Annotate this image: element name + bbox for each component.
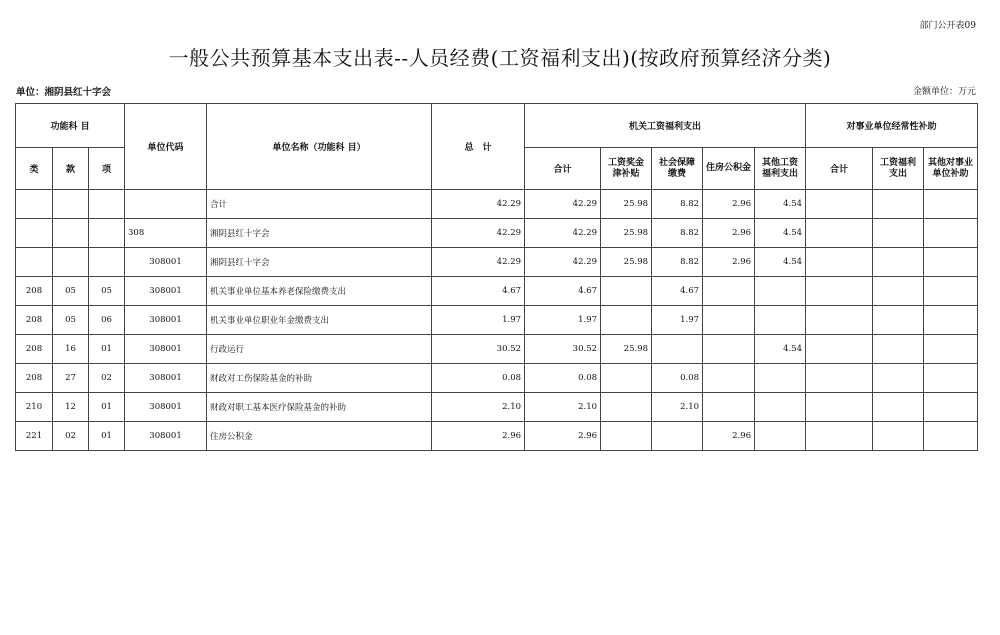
unit-name-cell: 行政运行 [207,335,432,364]
jiguan-subtotal-cell: 2.10 [525,393,601,422]
other-welfare-cell [755,277,806,306]
kuan-cell: 27 [53,364,89,393]
jiguan-subtotal-cell: 30.52 [525,335,601,364]
salary-bonus-header: 工资奖金津补贴 [601,148,652,190]
unit-label: 单位：湘阴县红十字会 [16,87,112,98]
other-welfare-cell: 4.54 [755,335,806,364]
xiang-cell: 06 [89,306,125,335]
housing-fund-cell [703,393,755,422]
welfare-expense-cell [873,364,924,393]
kuan-cell: 02 [53,422,89,451]
unit-code-cell: 308001 [125,335,207,364]
kuan-cell: 16 [53,335,89,364]
housing-fund-cell: 2.96 [703,422,755,451]
social-security-cell [652,335,703,364]
xiang-cell [89,190,125,219]
housing-fund-cell: 2.96 [703,190,755,219]
duishiye-subtotal-cell [806,393,873,422]
kuan-cell: 12 [53,393,89,422]
welfare-expense-cell [873,393,924,422]
lei-cell: 221 [16,422,53,451]
jiguan-subtotal-cell: 4.67 [525,277,601,306]
welfare-expense-cell [873,306,924,335]
xiang-header: 项 [89,148,125,190]
jiguan-subtotal-cell: 42.29 [525,219,601,248]
total-cell: 42.29 [432,190,525,219]
salary-bonus-cell: 25.98 [601,335,652,364]
social-security-cell: 2.10 [652,393,703,422]
duishiye-subtotal-cell [806,219,873,248]
other-subsidy-cell [924,190,978,219]
unit-name-cell: 财政对工伤保险基金的补助 [207,364,432,393]
unit-code-header: 单位代码 [125,104,207,190]
social-security-header: 社会保障缴费 [652,148,703,190]
other-welfare-cell: 4.54 [755,248,806,277]
duishiye-subtotal-cell [806,190,873,219]
jiguan-subtotal-cell: 1.97 [525,306,601,335]
total-cell: 42.29 [432,219,525,248]
duishiye-subtotal-cell [806,335,873,364]
kuan-cell: 05 [53,306,89,335]
social-security-cell: 4.67 [652,277,703,306]
salary-bonus-cell [601,277,652,306]
duishiye-subtotal-cell [806,422,873,451]
other-welfare-cell [755,422,806,451]
duishiye-subtotal-cell [806,277,873,306]
other-subsidy-cell [924,306,978,335]
total-cell: 30.52 [432,335,525,364]
total-cell: 4.67 [432,277,525,306]
jiguan-group-header: 机关工资福利支出 [525,104,806,148]
other-subsidy-cell [924,335,978,364]
housing-fund-cell: 2.96 [703,219,755,248]
lei-header: 类 [16,148,53,190]
jiguan-subtotal-cell: 2.96 [525,422,601,451]
unit-name-header: 单位名称（功能科 目） [207,104,432,190]
kuan-cell [53,190,89,219]
other-subsidy-cell [924,422,978,451]
page-title: 一般公共预算基本支出表--人员经费(工资福利支出)(按政府预算经济分类) [168,46,832,70]
welfare-expense-cell [873,422,924,451]
unit-name-cell: 机关事业单位基本养老保险缴费支出 [207,277,432,306]
total-cell: 2.10 [432,393,525,422]
salary-bonus-cell: 25.98 [601,219,652,248]
kuan-cell: 05 [53,277,89,306]
salary-bonus-cell [601,393,652,422]
report-number: 部门公开表09 [919,21,976,31]
welfare-expense-cell [873,335,924,364]
jiguan-subtotal-cell: 0.08 [525,364,601,393]
unit-name-cell: 机关事业单位职业年金缴费支出 [207,306,432,335]
other-welfare-cell [755,364,806,393]
total-cell: 1.97 [432,306,525,335]
jiguan-subtotal-cell: 42.29 [525,190,601,219]
welfare-expense-cell [873,248,924,277]
table-row [16,364,978,393]
table-row [16,393,978,422]
duishiye-group-header: 对事业单位经常性补助 [806,104,978,148]
lei-cell: 208 [16,364,53,393]
table-row [16,190,978,219]
welfare-expense-cell [873,190,924,219]
salary-bonus-cell: 25.98 [601,190,652,219]
other-welfare-header: 其他工资福利支出 [755,148,806,190]
unit-code-cell: 308001 [125,422,207,451]
lei-cell [16,248,53,277]
xiang-cell: 01 [89,422,125,451]
other-welfare-cell [755,393,806,422]
total-cell: 2.96 [432,422,525,451]
other-subsidy-cell [924,277,978,306]
xiang-cell [89,219,125,248]
duishiye-subtotal-header: 合计 [806,148,873,190]
jiguan-subtotal-header: 合计 [525,148,601,190]
lei-cell: 210 [16,393,53,422]
social-security-cell: 8.82 [652,219,703,248]
table-row [16,306,978,335]
xiang-cell: 02 [89,364,125,393]
money-unit-label: 金额单位：万元 [912,87,976,97]
xiang-cell: 05 [89,277,125,306]
housing-fund-cell [703,277,755,306]
unit-name-cell: 合计 [207,190,432,219]
total-cell: 42.29 [432,248,525,277]
unit-code-cell [125,190,207,219]
salary-bonus-cell: 25.98 [601,248,652,277]
other-welfare-cell: 4.54 [755,190,806,219]
salary-bonus-cell [601,306,652,335]
social-security-cell [652,422,703,451]
kuan-cell [53,219,89,248]
welfare-expense-cell [873,277,924,306]
social-security-cell: 8.82 [652,248,703,277]
unit-name-cell: 湘阴县红十字会 [207,219,432,248]
unit-name-cell: 住房公积金 [207,422,432,451]
salary-bonus-cell [601,364,652,393]
housing-fund-cell [703,335,755,364]
other-subsidy-cell [924,393,978,422]
other-subsidy-cell [924,364,978,393]
lei-cell [16,219,53,248]
housing-fund-cell [703,306,755,335]
xiang-cell: 01 [89,335,125,364]
unit-code-cell: 308001 [125,277,207,306]
table-row [16,422,978,451]
unit-code-cell: 308001 [125,306,207,335]
jiguan-subtotal-cell: 42.29 [525,248,601,277]
unit-code-cell: 308 [125,219,207,248]
lei-cell: 208 [16,277,53,306]
duishiye-subtotal-cell [806,306,873,335]
salary-bonus-cell [601,422,652,451]
duishiye-subtotal-cell [806,364,873,393]
kuan-cell [53,248,89,277]
social-security-cell: 1.97 [652,306,703,335]
housing-fund-cell: 2.96 [703,248,755,277]
xiang-cell [89,248,125,277]
kuan-header: 款 [53,148,89,190]
table-row [16,219,978,248]
other-subsidy-cell [924,219,978,248]
housing-fund-header: 住房公积金 [703,148,755,190]
welfare-expense-header: 工资福利支出 [873,148,924,190]
other-subsidy-cell [924,248,978,277]
table-row [16,277,978,306]
social-security-cell: 8.82 [652,190,703,219]
other-welfare-cell: 4.54 [755,219,806,248]
housing-fund-cell [703,364,755,393]
unit-code-cell: 308001 [125,248,207,277]
expenditure-table [15,103,978,451]
table-row [16,335,978,364]
duishiye-subtotal-cell [806,248,873,277]
xiang-cell: 01 [89,393,125,422]
unit-name-cell: 湘阴县红十字会 [207,248,432,277]
lei-cell: 208 [16,306,53,335]
unit-name-cell: 财政对职工基本医疗保险基金的补助 [207,393,432,422]
table-row [16,248,978,277]
other-subsidy-header: 其他对事业单位补助 [924,148,978,190]
other-welfare-cell [755,306,806,335]
unit-code-cell: 308001 [125,364,207,393]
lei-cell [16,190,53,219]
total-cell: 0.08 [432,364,525,393]
total-header: 总 计 [432,104,525,190]
table-header [16,104,978,190]
social-security-cell: 0.08 [652,364,703,393]
func-subject-header: 功能科 目 [16,104,125,148]
lei-cell: 208 [16,335,53,364]
table-body [16,190,978,451]
unit-code-cell: 308001 [125,393,207,422]
welfare-expense-cell [873,219,924,248]
